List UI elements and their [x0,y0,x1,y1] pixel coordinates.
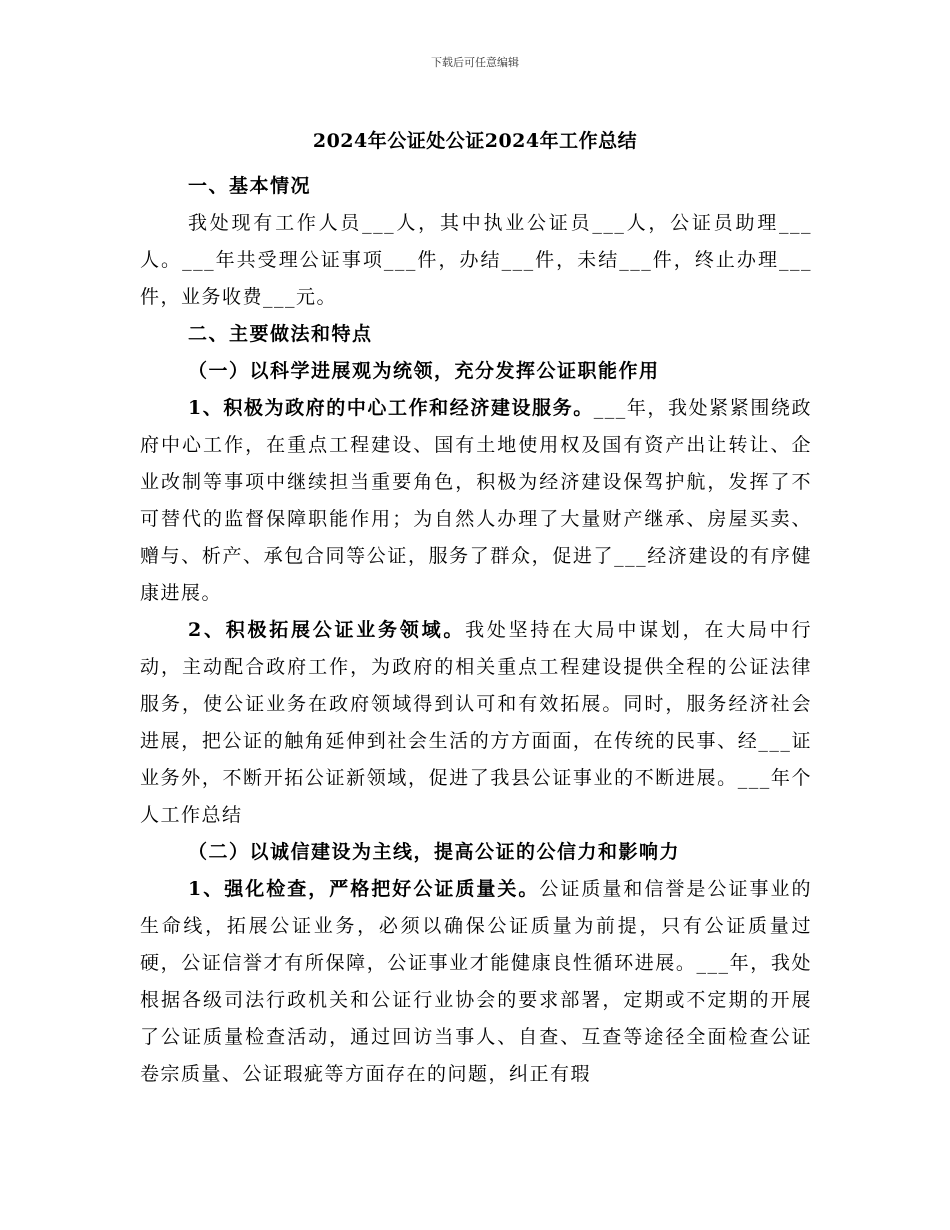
subsection-heading-1: （一）以科学进展观为统领，充分发挥公证职能作用 [188,360,660,382]
paragraph-economic-service [140,390,812,612]
header-note: 下载后可任意编辑 [431,56,519,69]
section-heading-basic: 一、基本情况 [188,175,312,197]
paragraph-text: 公证质量和信誉是公证事业的生命线，拓展公证业务，必须以确保公证质量为前提，只有公证质量过硬，公证信誉才有所保障，公证事业才能健康良性循环进展。___年，我处根据各级司法行政机关和公证行业协会的要求部署，定期或不定期的开展了公证质量检查活动，通过回访当事人、自查、互查等途径全面检查公证卷宗质量、公证瑕疵等方面存在的问题，纠正有瑕 [140,878,812,1085]
paragraph-basic-situation: 我处现有工作人员___人，其中执业公证员___人，公证员助理___人。___年共受理公证事项___件，办结___件，未结___件，终止办理___件，业务收费___元。 [140,212,812,308]
paragraph-business-expansion [140,612,812,834]
paragraph-text: ___年，我处紧紧围绕政府中心工作，在重点工程建设、国有土地使用权及国有资产出让转让、企业改制等事项中继续担当重要角色，积极为经济建设保驾护航，发挥了不可替代的监督保障职能作用；为自然人办理了大量财产继承、房屋买卖、赠与、析产、承包合同等公证，服务了群众，促进了___经济建设的有序健康进展。 [140,397,812,604]
paragraph-lead: 1、强化检查，严格把好公证质量关。 [188,878,540,900]
paragraph-lead: 2、积极拓展公证业务领域。 [188,619,466,641]
subsection-heading-2: （二）以诚信建设为主线，提高公证的公信力和影响力 [188,841,681,863]
paragraph-quality-check [140,871,812,1093]
paragraph-lead: 1、积极为政府的中心工作和经济建设服务。 [188,397,594,419]
document-body [140,168,812,1093]
paragraph-text: 我处坚持在大局中谋划，在大局中行动，主动配合政府工作，为政府的相关重点工程建设提供全程的公证法律服务，使公证业务在政府领域得到认可和有效拓展。同时，服务经济社会进展，把公证的触角延伸到社会生活的方方面面，在传统的民事、经___证业务外，不断开拓公证新领域，促进了我县公证事业的不断进展。___年个人工作总结 [140,619,812,826]
document-title: 2024年公证处公证2024年工作总结 [312,130,638,152]
section-heading-practices: 二、主要做法和特点 [188,323,373,345]
